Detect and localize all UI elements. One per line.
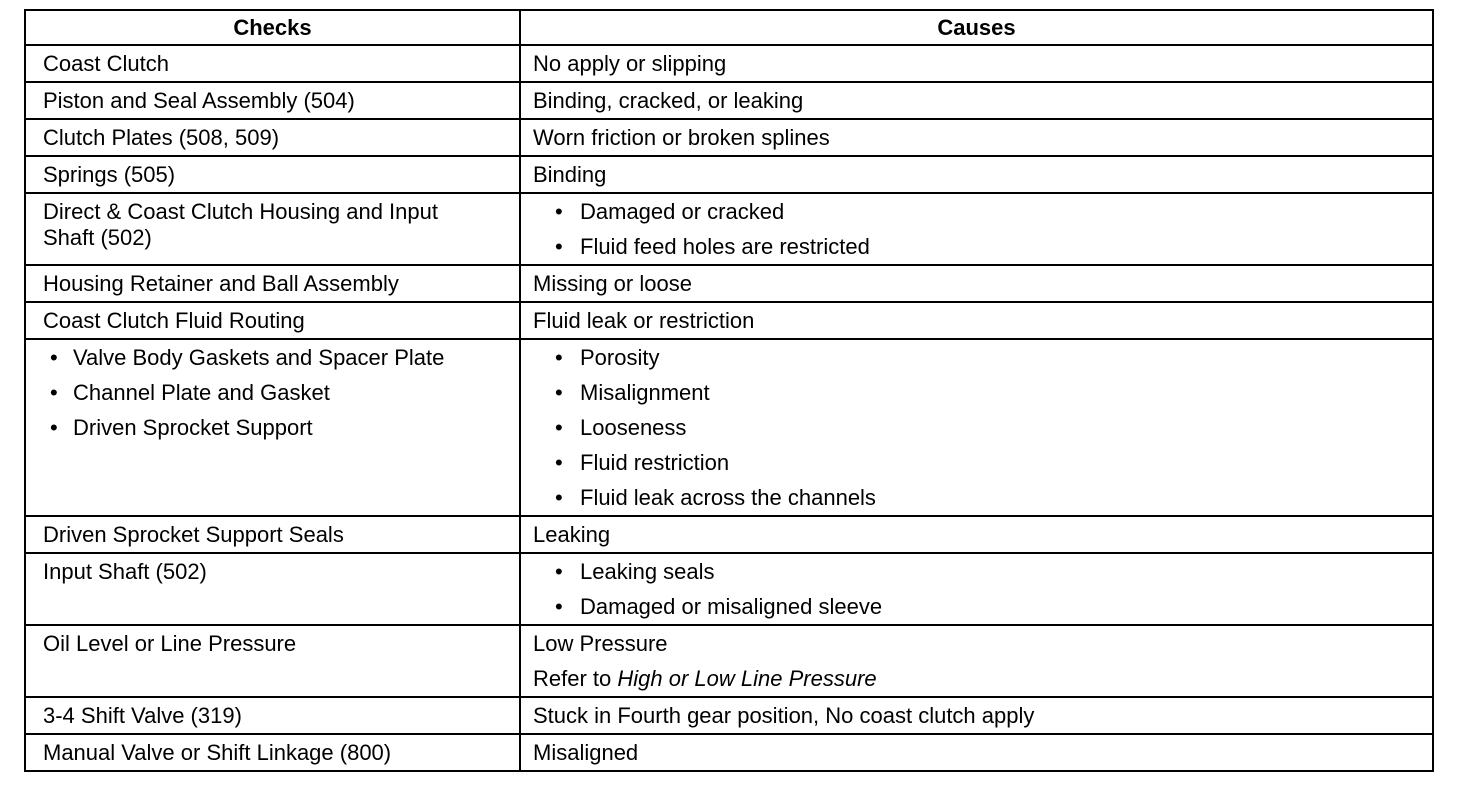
check-list-item: • Valve Body Gaskets and Spacer Plate xyxy=(26,345,519,380)
table-row xyxy=(25,302,1433,339)
table-row xyxy=(25,734,1433,771)
table-row xyxy=(25,516,1433,553)
cause-list-item: • Misalignment xyxy=(533,380,1420,415)
cause-cell: Worn friction or broken splines xyxy=(520,119,1433,156)
cause-cell: Fluid leak or restriction xyxy=(520,302,1433,339)
cause-cell xyxy=(520,193,1433,265)
check-cell: Oil Level or Line Pressure xyxy=(25,625,520,697)
causes-header: Causes xyxy=(520,10,1433,45)
table-row xyxy=(25,119,1433,156)
cause-list xyxy=(533,345,1420,511)
table-row xyxy=(25,553,1433,625)
cause-list-item: • Damaged or cracked xyxy=(533,199,1420,234)
cause-list-item: • Fluid restriction xyxy=(533,450,1420,485)
table-row xyxy=(25,45,1433,82)
cause-text: Low Pressure xyxy=(533,631,668,656)
checks-header: Checks xyxy=(25,10,520,45)
check-cell: Housing Retainer and Ball Assembly xyxy=(25,265,520,302)
cause-cell: No apply or slipping xyxy=(520,45,1433,82)
cause-list-item: • Looseness xyxy=(533,415,1420,450)
diagnosis-table xyxy=(24,9,1434,772)
check-cell: Input Shaft (502) xyxy=(25,553,520,625)
cause-cell: Binding, cracked, or leaking xyxy=(520,82,1433,119)
reference-prefix: Refer to xyxy=(533,666,612,691)
check-cell: 3-4 Shift Valve (319) xyxy=(25,697,520,734)
cause-list-item: • Damaged or misaligned sleeve xyxy=(533,594,1420,620)
cause-list-item: • Porosity xyxy=(533,345,1420,380)
cause-cell: Missing or loose xyxy=(520,265,1433,302)
cause-list xyxy=(533,199,1420,260)
check-cell: Direct & Coast Clutch Housing and Input Shaft (502) xyxy=(25,193,520,265)
table-row xyxy=(25,697,1433,734)
check-cell: Coast Clutch Fluid Routing xyxy=(25,302,520,339)
cause-list-item: • Fluid leak across the channels xyxy=(533,485,1420,511)
check-cell: Clutch Plates (508, 509) xyxy=(25,119,520,156)
table-row xyxy=(25,625,1433,697)
cause-list-item: • Leaking seals xyxy=(533,559,1420,594)
check-cell: Springs (505) xyxy=(25,156,520,193)
cause-cell xyxy=(520,625,1433,697)
check-cell: Piston and Seal Assembly (504) xyxy=(25,82,520,119)
cause-list xyxy=(533,559,1420,620)
check-cell xyxy=(25,339,520,516)
check-cell: Coast Clutch xyxy=(25,45,520,82)
table-row xyxy=(25,156,1433,193)
table-row xyxy=(25,339,1433,516)
check-list xyxy=(26,345,519,441)
check-list-item: • Channel Plate and Gasket xyxy=(26,380,519,415)
check-cell: Driven Sprocket Support Seals xyxy=(25,516,520,553)
cause-reference xyxy=(533,666,1420,692)
cause-cell: Binding xyxy=(520,156,1433,193)
cause-cell: Stuck in Fourth gear position, No coast clutch apply xyxy=(520,697,1433,734)
table-row xyxy=(25,82,1433,119)
cause-cell xyxy=(520,553,1433,625)
reference-link[interactable]: High or Low Line Pressure xyxy=(617,666,877,691)
header-row xyxy=(25,10,1433,45)
cause-cell: Leaking xyxy=(520,516,1433,553)
check-list-item: • Driven Sprocket Support xyxy=(26,415,519,441)
cause-cell xyxy=(520,339,1433,516)
table-row xyxy=(25,265,1433,302)
cause-list-item: • Fluid feed holes are restricted xyxy=(533,234,1420,260)
table-row xyxy=(25,193,1433,265)
cause-cell: Misaligned xyxy=(520,734,1433,771)
check-cell: Manual Valve or Shift Linkage (800) xyxy=(25,734,520,771)
